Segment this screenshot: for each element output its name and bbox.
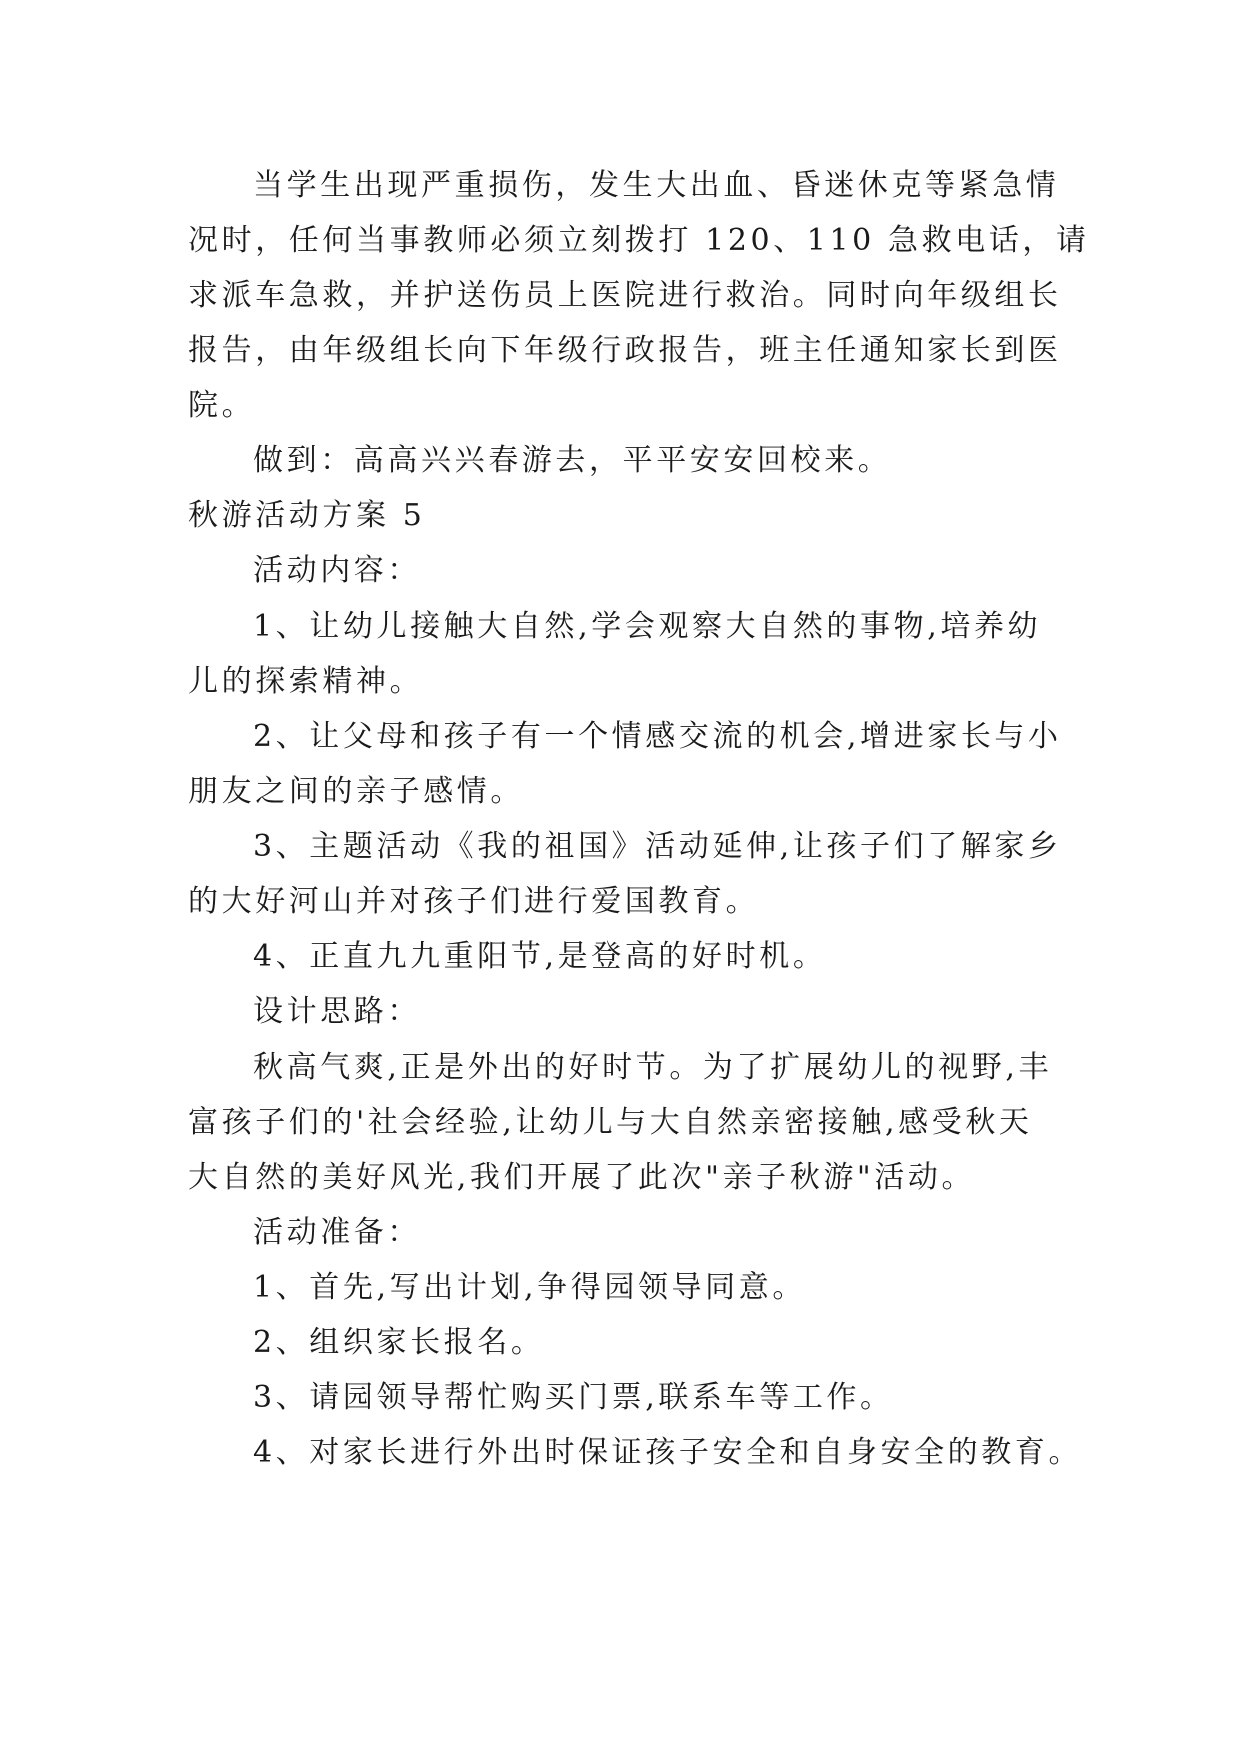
list-item-line: 1、让幼儿接触大自然,学会观察大自然的事物,培养幼 — [253, 609, 1042, 644]
list-item-line: 3、主题活动《我的祖国》活动延伸,让孩子们了解家乡 — [253, 829, 1062, 864]
list-item-line: 的大好河山并对孩子们进行爱国教育。 — [188, 884, 760, 919]
subheading: 活动准备： — [253, 1215, 421, 1250]
list-item-line: 儿的探索精神。 — [188, 664, 424, 699]
paragraph-line: 富孩子们的'社会经验,让幼儿与大自然亲密接触,感受秋天 — [188, 1105, 1033, 1140]
paragraph-line: 况时，任何当事教师必须立刻拨打 120、110 急救电话，请 — [188, 223, 1090, 258]
list-item-line: 4、对家长进行外出时保证孩子安全和自身安全的教育。 — [253, 1435, 1083, 1470]
paragraph-line: 当学生出现严重损伤，发生大出血、昏迷休克等紧急情 — [253, 168, 1060, 203]
paragraph-line: 院。 — [188, 388, 256, 423]
paragraph-line: 求派车急救，并护送伤员上医院进行救治。同时向年级组长 — [188, 278, 1062, 313]
paragraph-line: 报告，由年级组长向下年级行政报告，班主任通知家长到医 — [188, 333, 1062, 368]
list-item-line: 1、首先,写出计划,争得园领导同意。 — [253, 1270, 806, 1305]
list-item-line: 4、正直九九重阳节,是登高的好时机。 — [253, 939, 827, 974]
list-item-line: 2、让父母和孩子有一个情感交流的机会,增进家长与小 — [253, 719, 1062, 754]
subheading: 活动内容： — [253, 553, 421, 588]
subheading: 设计思路： — [253, 994, 421, 1029]
section-heading: 秋游活动方案 5 — [188, 498, 426, 533]
paragraph-line: 大自然的美好风光,我们开展了此次"亲子秋游"活动。 — [188, 1160, 976, 1195]
paragraph-line: 秋高气爽,正是外出的好时节。为了扩展幼儿的视野,丰 — [253, 1050, 1053, 1085]
list-item-line: 3、请园领导帮忙购买门票,联系车等工作。 — [253, 1380, 894, 1415]
list-item-line: 朋友之间的亲子感情。 — [188, 774, 524, 809]
list-item-line: 2、组织家长报名。 — [253, 1325, 545, 1360]
paragraph-line: 做到：高高兴兴春游去，平平安安回校来。 — [253, 443, 892, 478]
